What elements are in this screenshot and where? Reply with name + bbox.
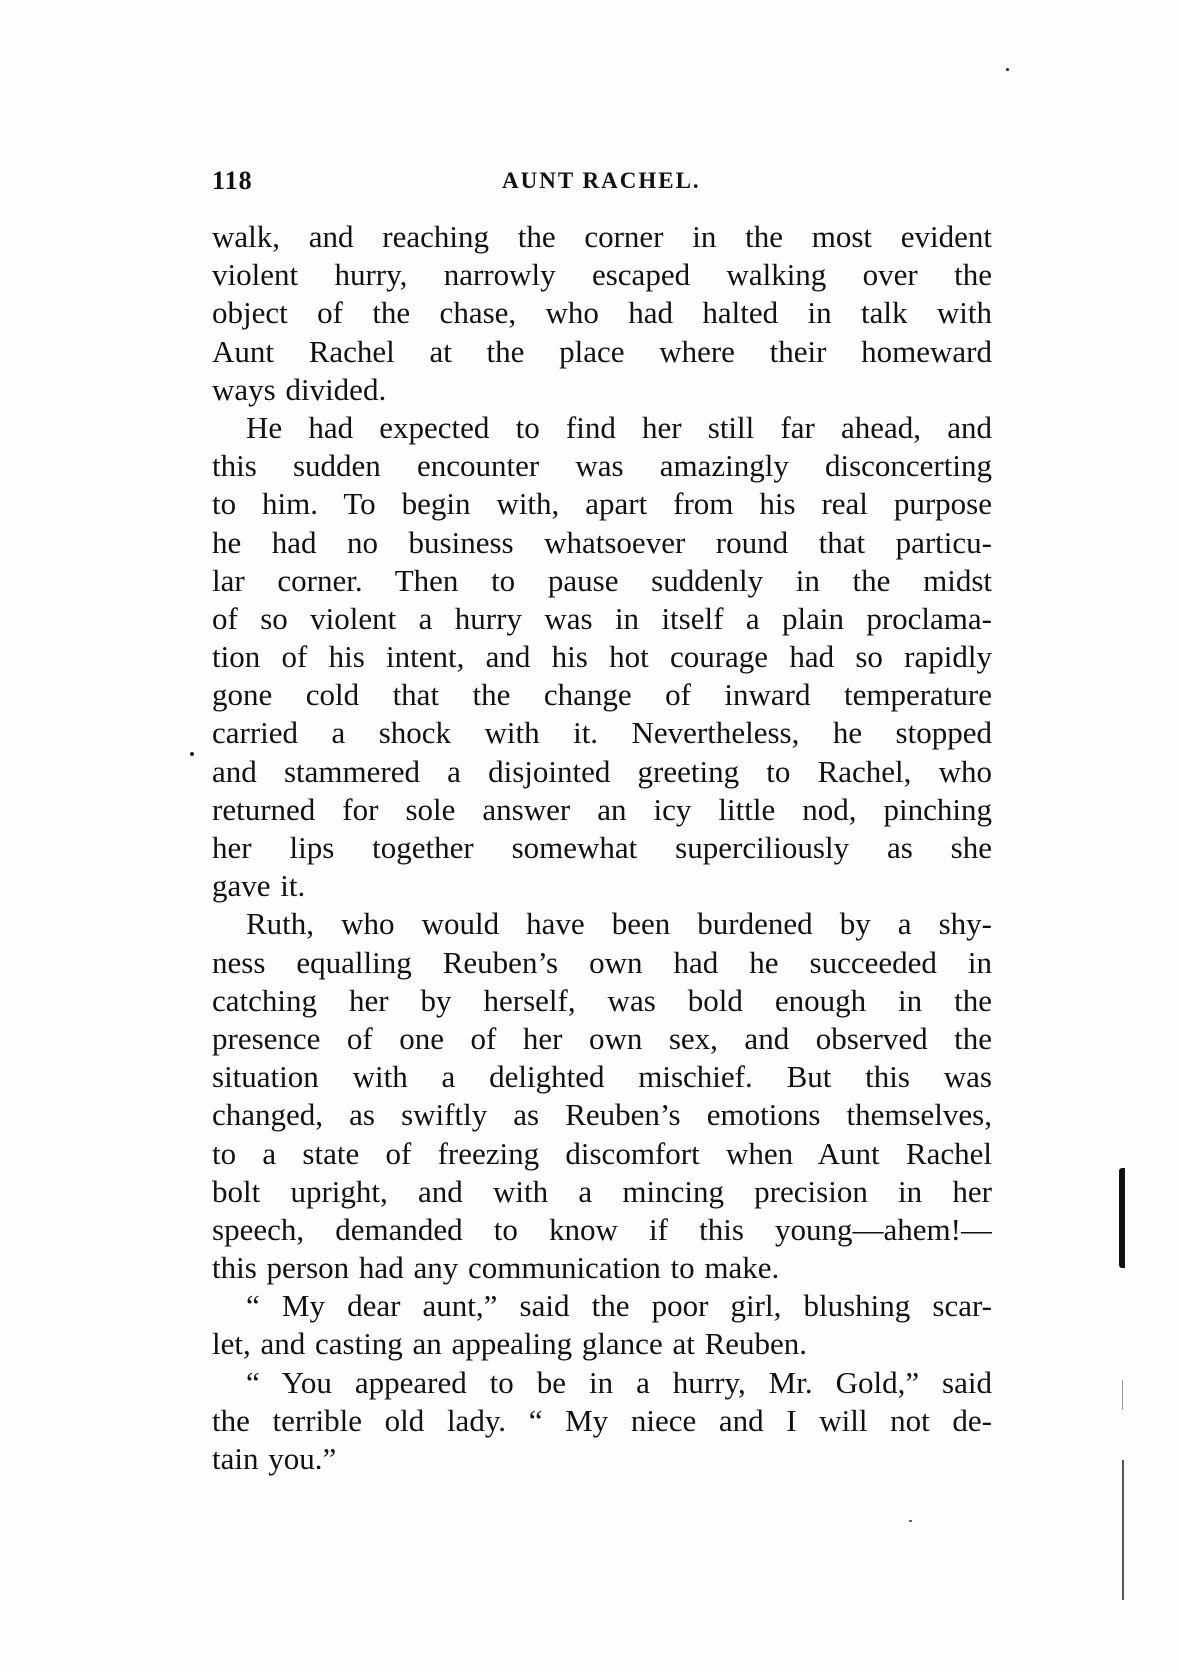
- text-line: object of the chase, who had halted in talk with: [212, 295, 992, 331]
- text-line: carried a shock with it. Nevertheless, he stopped: [212, 715, 992, 751]
- scan-speck: [190, 752, 194, 756]
- text-line: this person had any communication to make.: [212, 1250, 780, 1286]
- text-line: her lips together somewhat superciliously as she: [212, 830, 992, 865]
- text-line: “ You appeared to be in a hurry, Mr. Gold,” said: [246, 1364, 992, 1400]
- scan-edge-line: [1122, 1460, 1124, 1600]
- scan-speck: [909, 1520, 912, 1522]
- text-line: to him. To begin with, apart from his real purpose: [212, 486, 992, 522]
- text-line: “ My dear aunt,” said the poor girl, blushing scar-: [246, 1288, 992, 1324]
- text-line: Ruth, who would have been burdened by a shy-: [246, 906, 992, 942]
- text-line: returned for sole answer an icy little nod, pinching: [212, 791, 992, 827]
- text-line: the terrible old lady. “ My niece and I will not de-: [212, 1402, 992, 1438]
- text-line: violent hurry, narrowly escaped walking over the: [212, 257, 992, 293]
- text-line: he had no business whatsoever round that particu-: [212, 524, 992, 560]
- text-line: of so violent a hurry was in itself a plain proclama-: [212, 600, 992, 636]
- scan-speck: [1006, 68, 1009, 71]
- text-line: ways divided.: [212, 371, 387, 407]
- text-line: tion of his intent, and his hot courage had so rapidly: [212, 639, 992, 675]
- running-title: AUNT RACHEL.: [502, 168, 701, 193]
- text-line: changed, as swiftly as Reuben’s emotions themselves,: [212, 1097, 992, 1133]
- text-line: He had expected to find her still far ahead, and: [246, 409, 992, 445]
- text-line: presence of one of her own sex, and observed the: [212, 1020, 992, 1056]
- page-number: 118: [212, 166, 253, 195]
- running-head: [212, 166, 992, 206]
- text-line: catching her by herself, was bold enough in the: [212, 982, 992, 1018]
- text-line: ness equalling Reuben’s own had he succeeded in: [212, 944, 992, 980]
- text-line: let, and casting an appealing glance at Reuben.: [212, 1326, 808, 1362]
- text-line: speech, demanded to know if this young—ahem!—: [212, 1211, 992, 1247]
- text-line: gone cold that the change of inward temperature: [212, 677, 992, 713]
- text-line: walk, and reaching the corner in the most evident: [212, 219, 992, 254]
- text-line: this sudden encounter was amazingly disconcerting: [212, 448, 992, 484]
- text-line: to a state of freezing discomfort when Aunt Rachel: [212, 1135, 992, 1171]
- text-line: and stammered a disjointed greeting to Rachel, who: [212, 753, 992, 789]
- text-line: gave it.: [212, 868, 306, 904]
- scan-edge-line: [1122, 1380, 1123, 1410]
- body-text: [212, 218, 992, 1478]
- text-line: tain you.”: [212, 1441, 337, 1476]
- text-line: lar corner. Then to pause suddenly in the midst: [212, 562, 992, 598]
- text-line: Aunt Rachel at the place where their homeward: [212, 333, 992, 369]
- text-line: situation with a delighted mischief. But this was: [212, 1059, 992, 1095]
- text-line: bolt upright, and with a mincing precision in her: [212, 1173, 992, 1209]
- scan-edge-mark: [1119, 1168, 1125, 1268]
